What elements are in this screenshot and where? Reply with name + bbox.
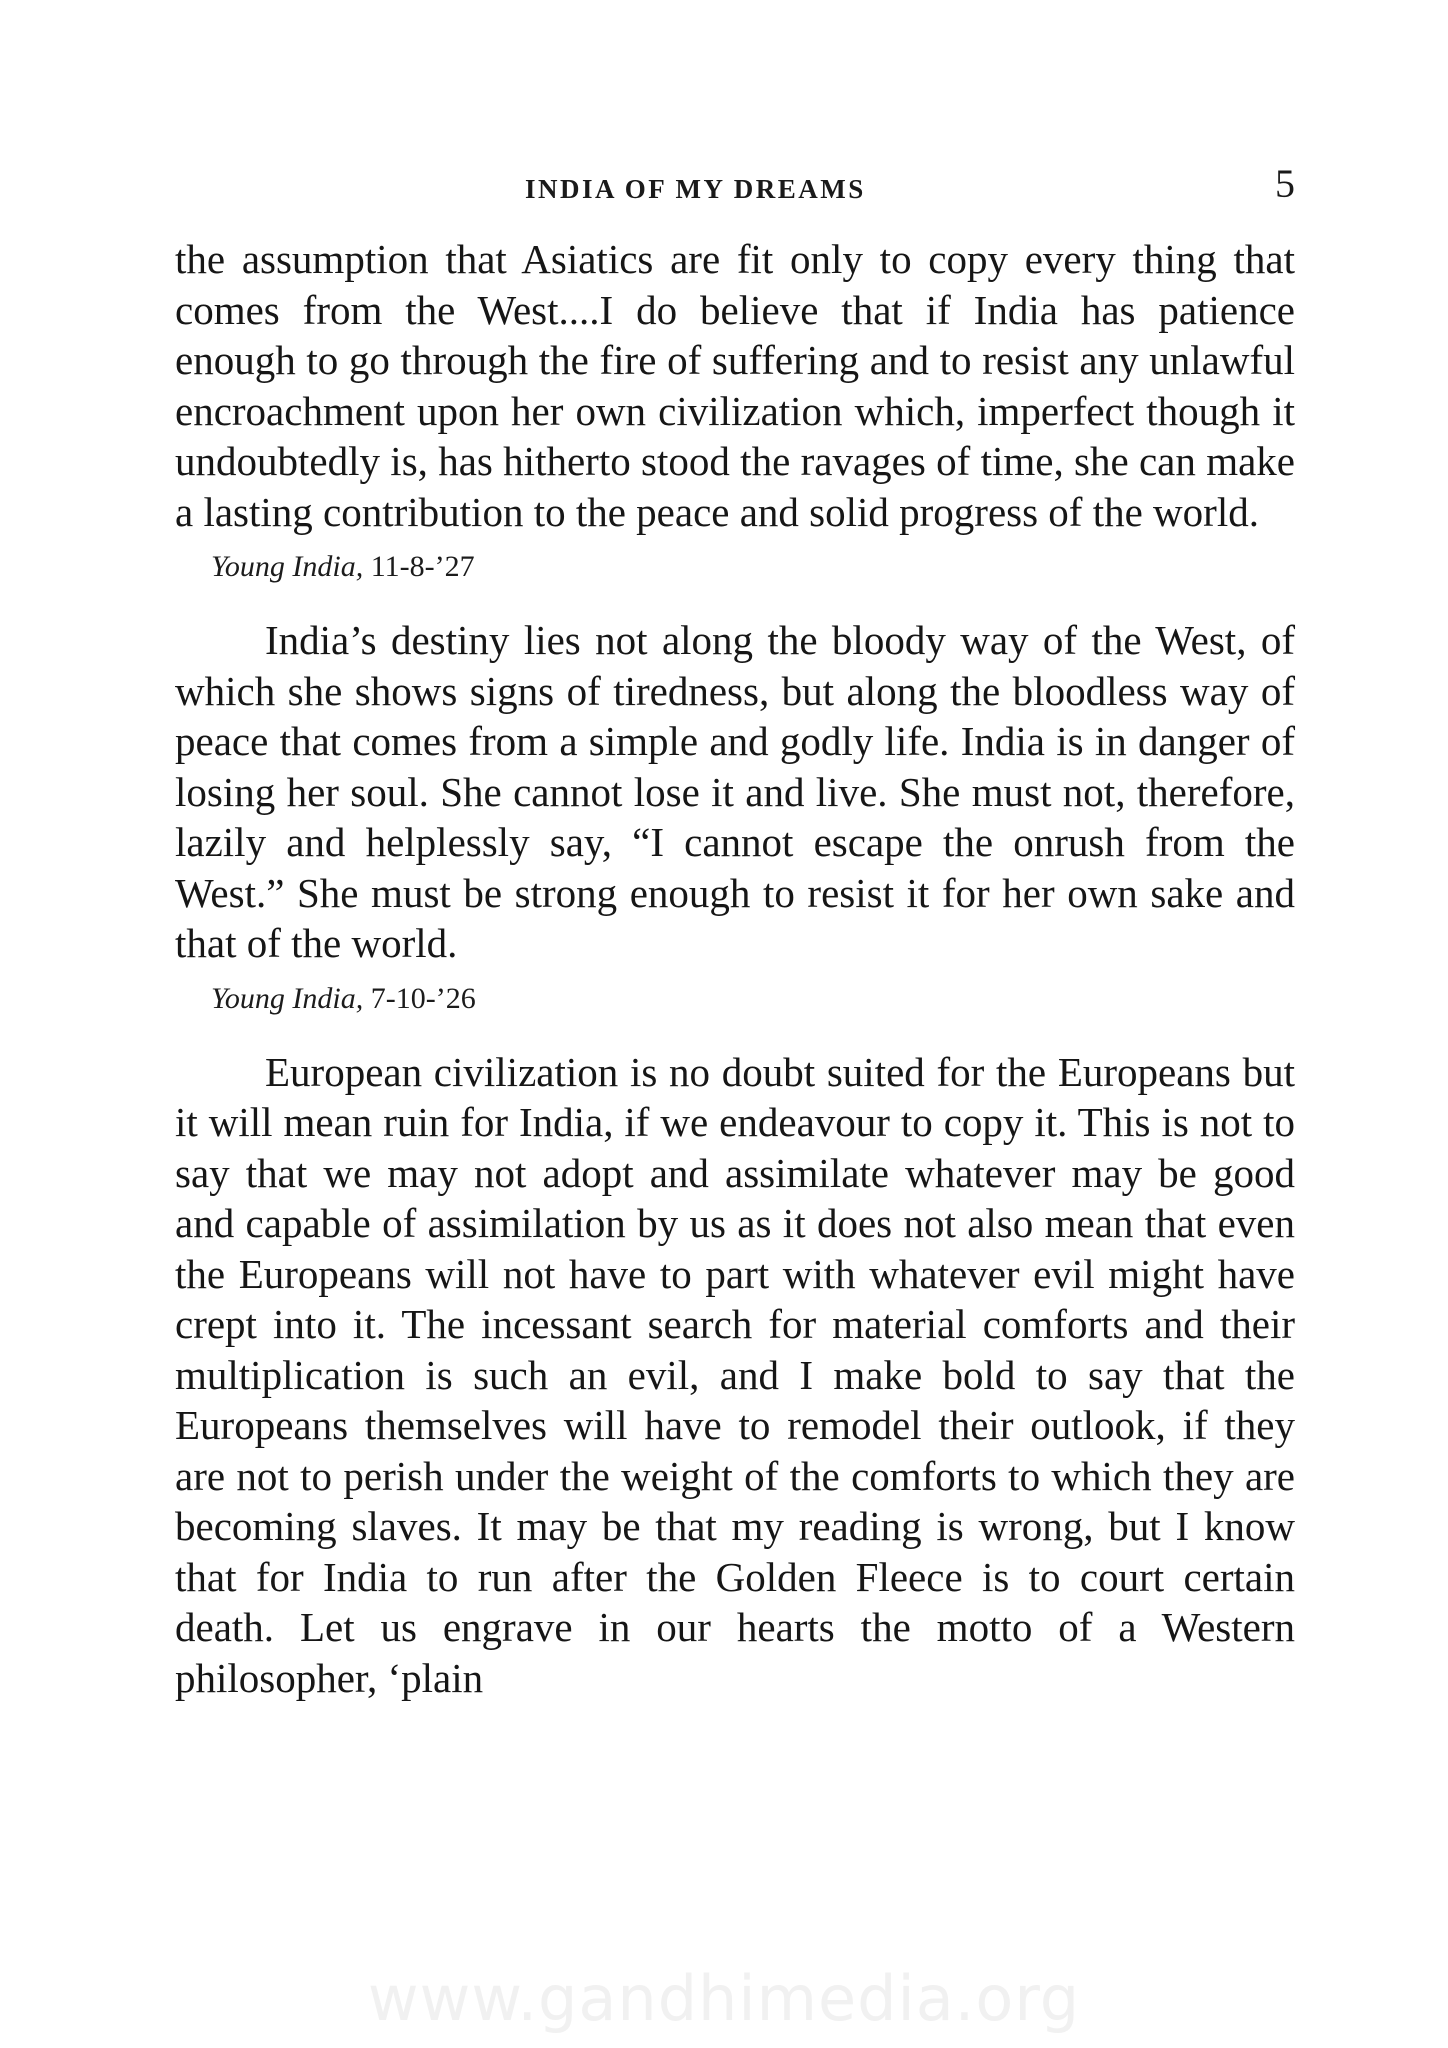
paragraph: European civilization is no doubt suited for the Europeans but it will mean ruin for India, if we endeavour to copy it. This is not to say that we may not adopt and assimilate whatever may be good and capable of assimilation by us as it does not also mean that even the Europeans will not have to part with whatever evil might have crept into it. The incessant search for material comforts and their multiplication is such an evil, and I make bold to say that the Europeans themselves will have to remodel their outlook, if they are not to perish under the weight of the comforts to which they are becoming slaves. It may be that my reading is wrong, but I know that for India to run after the Golden Fleece is to court certain death. Let us engrave in our hearts the motto of a Western philosopher, ‘plain [175, 1048, 1295, 1701]
paragraph: India’s destiny lies not along the bloody way of the West, of which she shows signs of tiredness, but along the bloodless way of peace that comes from a simple and godly life. India is in danger of losing her soul. She cannot lose it and live. She must not, therefore, lazily and helplessly say, “I cannot escape the onrush from the West.” She must be strong enough to resist it for her own sake and that of the world. [175, 617, 1295, 966]
source-date: 7-10-’26 [370, 981, 476, 1015]
running-head [175, 161, 1295, 218]
body-text [175, 234, 1295, 1703]
source-publication: Young India, [211, 550, 364, 583]
source-citation [211, 979, 1295, 1019]
source-publication: Young India, [211, 981, 364, 1015]
page-number: 5 [1275, 161, 1295, 206]
source-date: 11-8-’27 [370, 550, 475, 583]
paragraph-continuation: the assumption that Asiatics are fit only to copy every thing that comes from the West....I do believe that if India has patience enough to go through the fire of suffering and to resist any unlawful encroachment upon her own civilization which, imperfect though it undoubtedly is, has hitherto stood the ravages of time, she can make a lasting contribution to the peace and solid progress of the world. [175, 236, 1295, 535]
watermark: www.gandhimedia.org [367, 1962, 1081, 2035]
source-citation [211, 547, 1295, 587]
running-title: INDIA OF MY DREAMS [525, 174, 866, 204]
